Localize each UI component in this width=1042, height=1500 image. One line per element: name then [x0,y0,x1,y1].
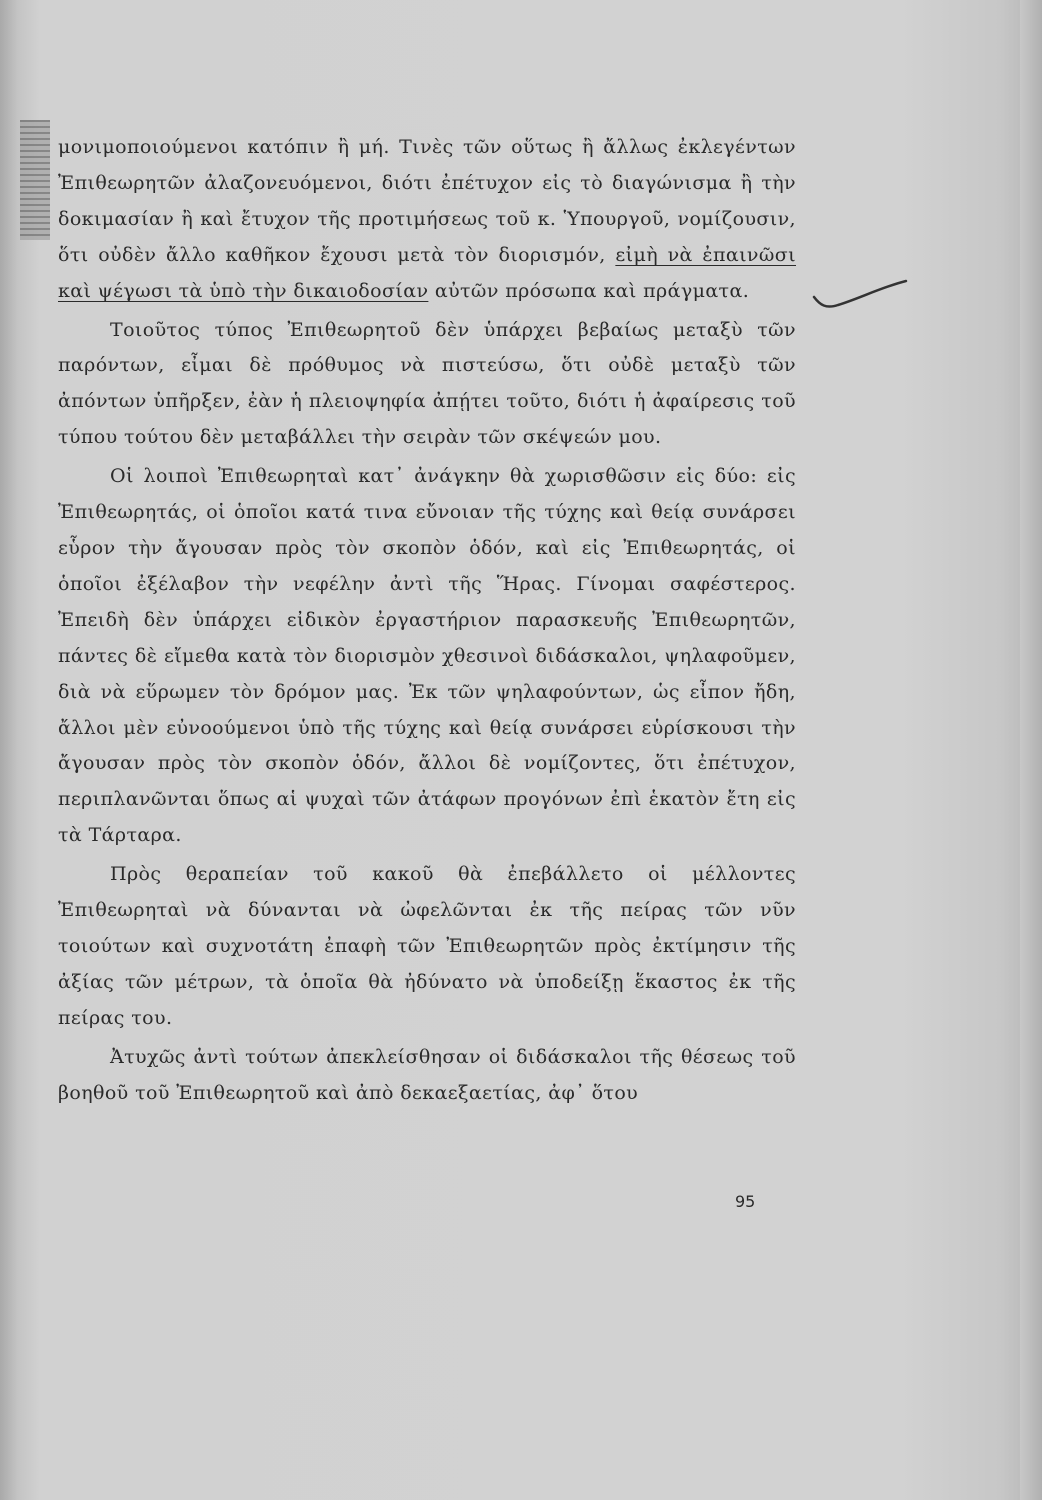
margin-check-mark [810,275,910,325]
paragraph-3: Οἱ λοιποὶ Ἐπιθεωρηταὶ κατ᾿ ἀνάγκην θὰ χωρισθῶσιν εἰς δύο: εἰς Ἐπιθεωρητάς, οἱ ὁποῖοι κατά τινα εὔνοιαν τῆς τύχης καὶ θείᾳ συνάρσει εὗρον τὴν ἄγουσαν πρὸς τὸν σκοπὸν ὁδόν, καὶ εἰς Ἐπιθεωρητάς, οἱ ὁποῖοι ἐξέλαβον τὴν νεφέλην ἀντὶ τῆς Ἥρας. Γίνομαι σαφέστερος. Ἐπειδὴ δὲν ὑπάρχει εἰδικὸν ἐργαστήριον παρασκευῆς Ἐπιθεωρητῶν, πάντες δὲ εἴμεθα κατὰ τὸν διορισμὸν χθεσινοὶ διδάσκαλοι, ψηλαφοῦμεν, διὰ νὰ εὕρωμεν τὸν δρόμον μας. Ἐκ τῶν ψηλαφούντων, ὡς εἶπον ἤδη, ἄλλοι μὲν εὐνοούμενοι ὑπὸ τῆς τύχης καὶ θείᾳ συνάρσει εὑρίσκουσι τὴν ἄγουσαν πρὸς τὸν σκοπὸν ὁδόν, ἄλλοι δὲ νομίζοντες, ὅτι ἐπέτυχον, περιπλανῶνται ὅπως αἱ ψυχαὶ τῶν ἀτάφων προγόνων ἐπὶ ἑκατὸν ἔτη εἰς τὰ Τάρταρα. [58,465,796,847]
paragraph-5: Ἀτυχῶς ἀντὶ τούτων ἀπεκλείσθησαν οἱ διδάσκαλοι τῆς θέσεως τοῦ βοηθοῦ τοῦ Ἐπιθεωρητοῦ καὶ ἀπὸ δεκαεξαετίας, ἀφ᾿ ὅτου [58,1045,796,1104]
paragraph-1 [58,130,796,310]
paragraph-2: Τοιοῦτος τύπος Ἐπιθεωρητοῦ δὲν ὑπάρχει βεβαίως μεταξὺ τῶν παρόντων, εἶμαι δὲ πρόθυμος νὰ πιστεύσω, ὅτι οὐδὲ μεταξὺ τῶν ἀπόντων ὑπῆρξεν, ἐὰν ἡ πλειοψηφία ἀπῄτει τοῦτο, διότι ἡ ἀφαίρεσις τοῦ τύπου τούτου δὲν μεταβάλλει τὴν σειρὰν τῶν σκέψεών μου. [58,318,796,449]
page-edge-shadow [1020,0,1042,1500]
page-number: 95 [735,1192,756,1211]
underlined-phrase: εἰμὴ νὰ ἐπαινῶσι καὶ ψέγωσι τὰ ὑπὸ τὴν δικαιοδοσίαν [58,243,796,302]
binding-marks [20,120,50,240]
paragraph-4: Πρὸς θεραπείαν τοῦ κακοῦ θὰ ἐπεβάλλετο οἱ μέλλοντες Ἐπιθεωρηταὶ νὰ δύνανται νὰ ὠφελῶνται ἐκ τῆς πείρας τῶν νῦν τοιούτων καὶ συχνοτάτη ἐπαφὴ τῶν Ἐπιθεωρητῶν πρὸς ἐκτίμησιν τῆς ἀξίας τῶν μέτρων, τὰ ὁποῖα θὰ ἠδύνατο νὰ ὑποδείξῃ ἕκαστος ἐκ τῆς πείρας του. [58,863,796,1029]
paragraph-1-before: μονιμοποιούμενοι κατόπιν ἢ μή. Τινὲς τῶν οὕτως ἢ ἄλλως ἐκλεγέντων Ἐπιθεωρητῶν ἀλαζονευόμενοι, διότι ἐπέτυχον εἰς τὸ διαγώνισμα ἢ τὴν δοκιμασίαν ἢ καὶ ἔτυχον τῆς προτιμήσεως τοῦ κ. Ὑπουργοῦ, νομίζουσιν, ὅτι οὐδὲν ἄλλο καθῆκον ἔχουσι μετὰ τὸν διορισμόν, [58,136,796,266]
paragraph-1-after: αὐτῶν πρόσωπα καὶ πράγματα. [434,279,750,302]
body-text [58,130,796,1111]
